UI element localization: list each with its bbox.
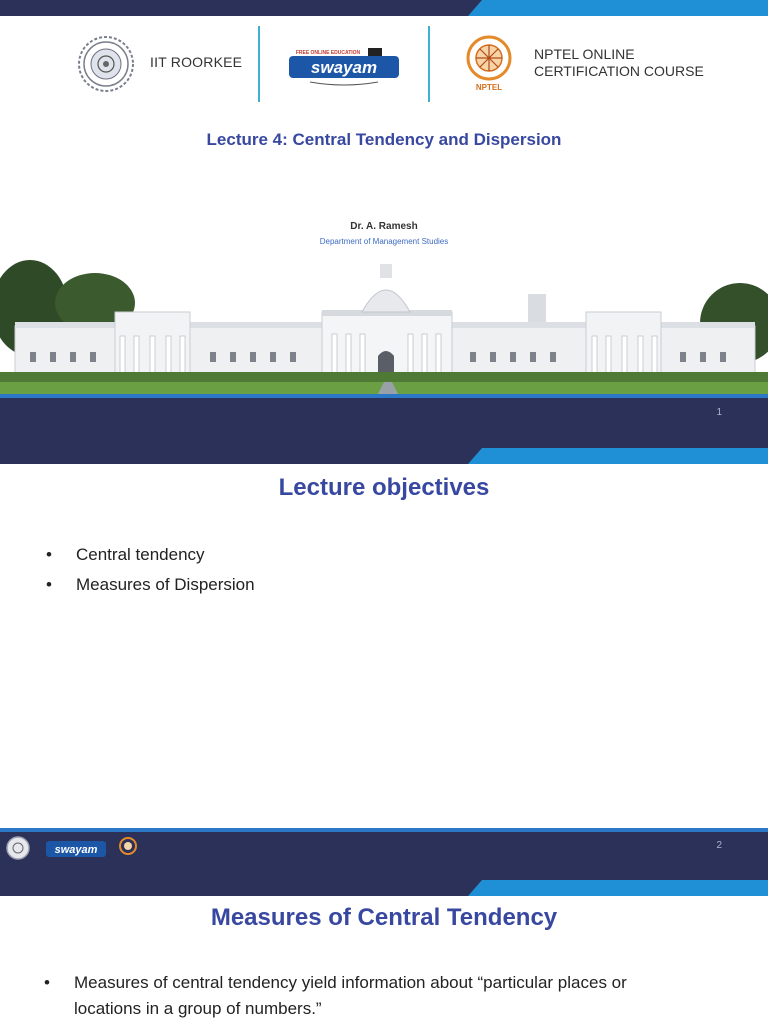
lecture-title: Lecture 4: Central Tendency and Dispersion	[206, 130, 562, 149]
slide-2	[0, 448, 768, 880]
nptel-course-label	[534, 46, 704, 80]
bullet-line: locations in a group of numbers.”	[74, 999, 322, 1018]
slide-title: Measures of Central Tendency	[210, 904, 558, 931]
page-number: 2	[716, 840, 722, 851]
svg-text:FREE ONLINE EDUCATION: FREE ONLINE EDUCATION	[295, 50, 361, 56]
list-item	[44, 970, 627, 1022]
svg-text:swayam: swayam	[54, 844, 98, 856]
svg-text:swayam: swayam	[310, 58, 378, 77]
slide-2-top-bar	[0, 448, 768, 464]
list-item: • Central tendency	[46, 540, 255, 570]
slide-3	[0, 880, 768, 1024]
page-number: 1	[716, 407, 722, 418]
institute-name: IIT ROORKEE	[150, 54, 243, 70]
swayam-logo-icon	[288, 48, 400, 86]
nptel-line-1: NPTEL ONLINE	[534, 46, 635, 62]
bullet-line: Measures of central tendency yield information about “particular places or	[74, 973, 627, 992]
swayam-logo-icon	[46, 837, 106, 859]
slide-1-top-bar	[0, 0, 768, 16]
logo-row	[0, 26, 768, 106]
iit-roorkee-seal-icon	[6, 836, 30, 860]
slide-2-footer-bar	[0, 828, 768, 880]
nptel-logo-icon	[464, 34, 514, 92]
campus-building-image	[0, 248, 768, 398]
slide-1	[0, 0, 768, 448]
definition-list	[44, 970, 627, 1022]
header-divider	[258, 26, 260, 102]
department-name: Department of Management Studies	[319, 237, 449, 246]
slide-title: Lecture objectives	[278, 474, 490, 501]
slide-3-top-bar	[0, 880, 768, 896]
nptel-logo-icon	[118, 836, 138, 860]
objectives-list	[46, 540, 255, 600]
list-item: • Measures of Dispersion	[46, 570, 255, 600]
iit-roorkee-seal-icon	[78, 36, 134, 92]
nptel-line-2: CERTIFICATION COURSE	[534, 63, 704, 79]
svg-text:NPTEL: NPTEL	[475, 83, 503, 92]
author-name: Dr. A. Ramesh	[350, 221, 418, 232]
slide-1-footer-bar	[0, 394, 768, 448]
header-divider	[428, 26, 430, 102]
